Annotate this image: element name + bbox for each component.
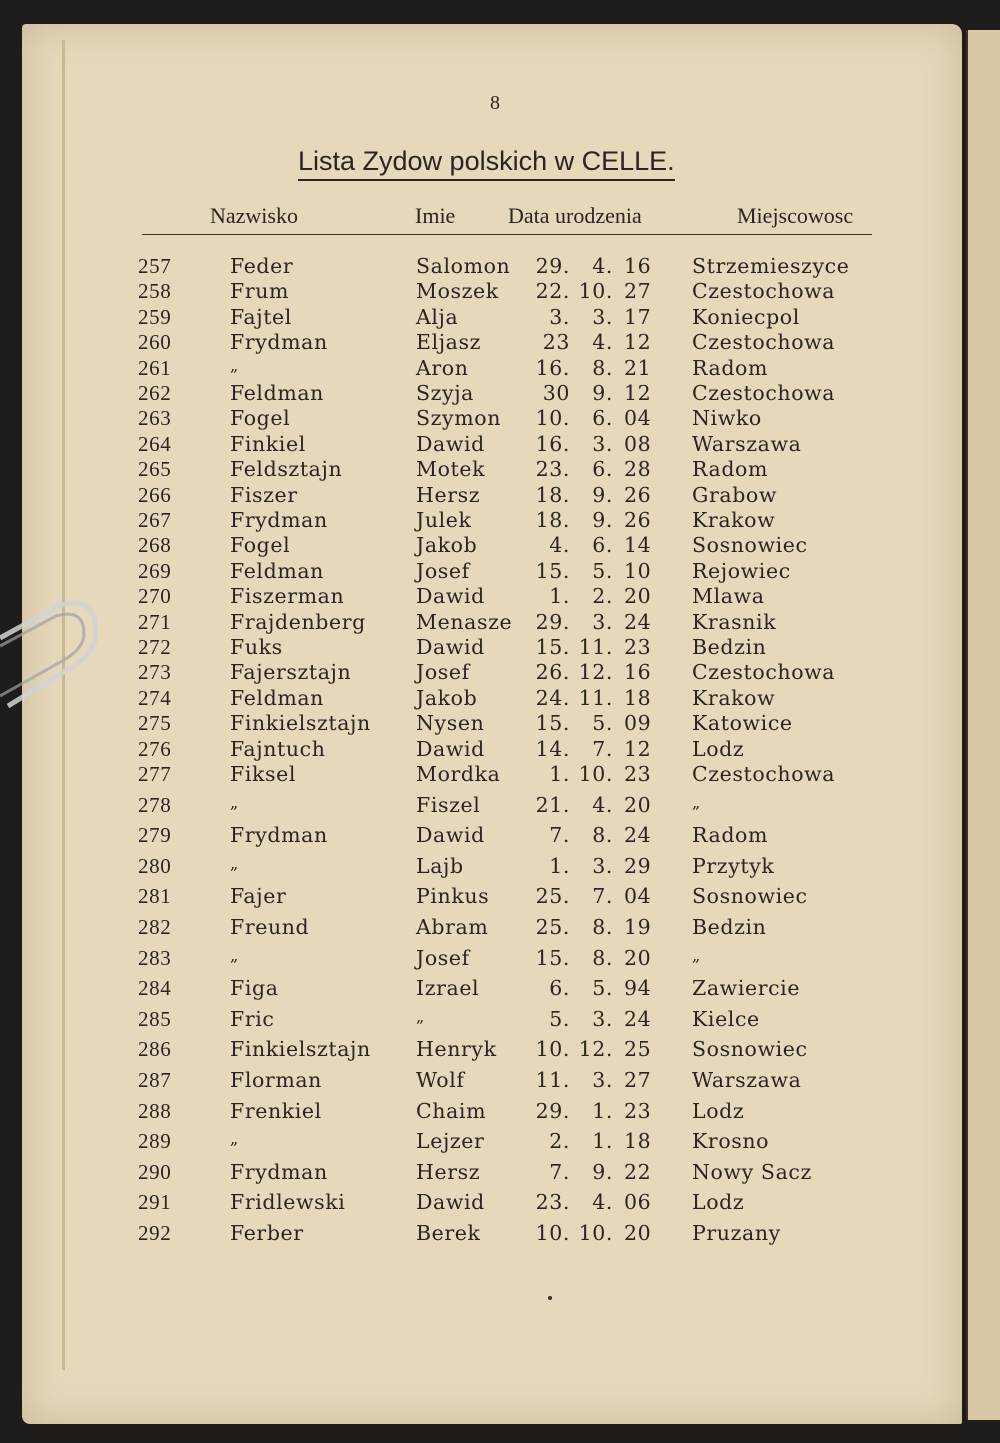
surname-cell: Finkiel: [230, 431, 306, 456]
table-row: [0, 279, 1000, 305]
birth-day-cell: 14.: [535, 736, 570, 761]
birth-year-cell: 20: [624, 584, 652, 609]
table-row: [0, 305, 1000, 331]
birth-year-cell: 16: [624, 254, 652, 278]
given-name-cell: Abram: [416, 915, 489, 939]
place-cell: Sosnowiec: [692, 884, 808, 909]
surname-cell: Figa: [230, 976, 279, 1001]
place-cell: Rejowiec: [692, 558, 791, 583]
place-cell: Przytyk: [692, 853, 775, 878]
birth-year-cell: 28: [624, 457, 652, 482]
surname-cell: Ferber: [230, 1221, 304, 1245]
birth-day-cell: 10.: [535, 406, 570, 431]
birth-year-cell: 09: [624, 711, 652, 736]
birth-day-cell: 18.: [535, 482, 570, 507]
given-name-cell: Motek: [416, 457, 486, 482]
surname-cell: „: [230, 945, 239, 965]
birth-month-cell: 5.: [592, 558, 613, 583]
place-cell: Czestochowa: [692, 762, 836, 786]
table-row: [0, 610, 1000, 636]
table-row: [0, 559, 1000, 585]
table-row: [0, 711, 1000, 737]
given-name-cell: Henryk: [416, 1037, 497, 1062]
birth-month-cell: 9.: [592, 508, 613, 532]
surname-cell: Frydman: [230, 823, 328, 848]
surname-cell: Fogel: [230, 406, 291, 431]
given-name-cell: Alja: [416, 304, 459, 329]
birth-month-cell: 6.: [592, 457, 613, 482]
birth-month-cell: 2.: [592, 584, 613, 609]
place-cell: Niwko: [692, 406, 762, 431]
birth-year-cell: 94: [624, 976, 652, 1001]
row-number: 279: [138, 823, 172, 848]
surname-cell: „: [230, 853, 239, 873]
table-row: [0, 584, 1000, 610]
surname-cell: Fric: [230, 1006, 275, 1031]
surname-cell: Frydman: [230, 330, 328, 355]
birth-month-cell: 3.: [592, 431, 613, 456]
birth-year-cell: 29: [624, 853, 652, 878]
birth-month-cell: 8.: [592, 915, 613, 939]
birth-day-cell: 25.: [535, 884, 570, 909]
birth-day-cell: 22.: [535, 279, 570, 304]
given-name-cell: Julek: [416, 508, 472, 532]
birth-year-cell: 04: [624, 406, 652, 431]
header-place: Miejscowosc: [737, 203, 854, 228]
row-number: 263: [138, 406, 172, 431]
surname-cell: Frydman: [230, 1159, 328, 1184]
table-row: [0, 406, 1000, 432]
birth-year-cell: 14: [624, 533, 652, 558]
birth-month-cell: 5.: [592, 711, 613, 736]
table-row: [0, 432, 1000, 458]
birth-year-cell: 23: [624, 762, 652, 786]
table-row: [0, 381, 1000, 407]
surname-cell: Fajersztajn: [230, 660, 352, 685]
birth-month-cell: 12.: [578, 1037, 613, 1062]
birth-day-cell: 7.: [549, 823, 570, 848]
birth-year-cell: 04: [624, 884, 652, 909]
birth-month-cell: 8.: [592, 823, 613, 848]
table-row: [0, 884, 1000, 910]
place-cell: Radom: [692, 457, 769, 482]
birth-month-cell: 8.: [592, 945, 613, 970]
place-cell: Czestochowa: [692, 279, 836, 304]
birth-month-cell: 9.: [592, 1159, 613, 1184]
surname-cell: „: [230, 1129, 239, 1149]
given-name-cell: Menasze: [416, 609, 513, 634]
birth-day-cell: 2.: [549, 1129, 570, 1154]
surname-cell: Fajtel: [230, 304, 292, 329]
birth-month-cell: 6.: [592, 406, 613, 431]
surname-cell: „: [230, 792, 239, 812]
given-name-cell: Fiszel: [416, 792, 481, 817]
surname-cell: Fridlewski: [230, 1190, 346, 1215]
birth-month-cell: 12.: [578, 660, 613, 685]
table-row: [0, 1007, 1000, 1033]
given-name-cell: Dawid: [416, 635, 485, 659]
birth-month-cell: 10.: [578, 762, 613, 786]
birth-month-cell: 4.: [592, 330, 613, 355]
birth-day-cell: 3.: [549, 304, 570, 329]
birth-day-cell: 4.: [549, 533, 570, 558]
place-cell: Czestochowa: [692, 330, 836, 355]
birth-month-cell: 4.: [592, 792, 613, 817]
birth-year-cell: 24: [624, 1006, 652, 1031]
birth-month-cell: 4.: [592, 1190, 613, 1215]
row-number: 277: [138, 762, 172, 786]
row-number: 259: [138, 304, 172, 329]
given-name-cell: Jakob: [416, 533, 478, 558]
birth-year-cell: 12: [624, 736, 652, 761]
given-name-cell: Dawid: [416, 431, 485, 456]
surname-cell: Fogel: [230, 533, 291, 558]
row-number: 281: [138, 884, 172, 909]
given-name-cell: Szyja: [416, 381, 475, 405]
surname-cell: Feder: [230, 254, 294, 278]
page-title: Lista Zydow polskich w CELLE.: [298, 146, 675, 181]
birth-month-cell: 7.: [592, 736, 613, 761]
surname-cell: „: [230, 355, 239, 375]
row-number: 285: [138, 1006, 172, 1031]
birth-year-cell: 19: [624, 915, 652, 939]
given-name-cell: Josef: [416, 660, 470, 685]
table-row: [0, 686, 1000, 712]
place-cell: Czestochowa: [692, 660, 836, 685]
birth-month-cell: 3.: [592, 853, 613, 878]
row-number: 267: [138, 508, 172, 532]
row-number: 291: [138, 1190, 172, 1215]
given-name-cell: Dawid: [416, 1190, 485, 1215]
row-number: 287: [138, 1068, 172, 1092]
table-row: [0, 356, 1000, 382]
row-number: 268: [138, 533, 172, 558]
birth-month-cell: 3.: [592, 609, 613, 634]
place-cell: Grabow: [692, 482, 778, 507]
given-name-cell: Josef: [416, 945, 470, 970]
row-number: 264: [138, 431, 172, 456]
given-name-cell: Jakob: [416, 685, 478, 710]
place-cell: „: [692, 945, 701, 965]
table-row: [0, 1221, 1000, 1247]
table-row: [0, 976, 1000, 1002]
birth-year-cell: 12: [624, 381, 652, 405]
table-row: [0, 254, 1000, 280]
birth-day-cell: 23.: [535, 457, 570, 482]
birth-month-cell: 10.: [578, 1221, 613, 1245]
surname-cell: Frajdenberg: [230, 609, 366, 634]
birth-day-cell: 25.: [535, 915, 570, 939]
place-cell: Krakow: [692, 685, 776, 710]
birth-year-cell: 18: [624, 1129, 652, 1154]
surname-cell: Feldman: [230, 685, 324, 710]
table-row: [0, 946, 1000, 972]
row-number: 265: [138, 457, 172, 482]
place-cell: Sosnowiec: [692, 1037, 808, 1062]
birth-year-cell: 23: [624, 1098, 652, 1123]
table-row: [0, 1190, 1000, 1216]
birth-year-cell: 08: [624, 431, 652, 456]
place-cell: Sosnowiec: [692, 533, 808, 558]
surname-cell: Finkielsztajn: [230, 711, 371, 736]
birth-day-cell: 18.: [535, 508, 570, 532]
given-name-cell: Hersz: [416, 1159, 481, 1184]
place-cell: Bedzin: [692, 915, 767, 939]
place-cell: Katowice: [692, 711, 793, 736]
page-number: 8: [490, 92, 500, 114]
row-number: 286: [138, 1037, 172, 1062]
table-row: [0, 793, 1000, 819]
birth-day-cell: 16.: [535, 355, 570, 380]
place-cell: „: [692, 792, 701, 812]
surname-cell: Fajntuch: [230, 736, 326, 761]
row-number: 271: [138, 609, 172, 634]
birth-month-cell: 11.: [578, 685, 613, 710]
surname-cell: Fajer: [230, 884, 287, 909]
given-name-cell: Berek: [416, 1221, 481, 1245]
birth-year-cell: 25: [624, 1037, 652, 1062]
birth-year-cell: 26: [624, 482, 652, 507]
table-row: [0, 737, 1000, 763]
given-name-cell: Chaim: [416, 1098, 487, 1123]
birth-year-cell: 22: [624, 1159, 652, 1184]
place-cell: Lodz: [692, 1190, 745, 1215]
birth-year-cell: 20: [624, 792, 652, 817]
table-row: [0, 1129, 1000, 1155]
birth-day-cell: 15.: [535, 945, 570, 970]
given-name-cell: Dawid: [416, 584, 485, 609]
surname-cell: Feldman: [230, 558, 324, 583]
row-number: 257: [138, 254, 172, 278]
place-cell: Lodz: [692, 736, 745, 761]
birth-year-cell: 23: [624, 635, 652, 659]
place-cell: Bedzin: [692, 635, 767, 659]
table-row: [0, 762, 1000, 788]
birth-month-cell: 3.: [592, 304, 613, 329]
birth-day-cell: 30: [542, 381, 570, 405]
given-name-cell: Pinkus: [416, 884, 490, 909]
table-row: [0, 1160, 1000, 1186]
birth-year-cell: 20: [624, 1221, 652, 1245]
birth-day-cell: 23.: [535, 1190, 570, 1215]
surname-cell: Fiszer: [230, 482, 298, 507]
surname-cell: Frum: [230, 279, 290, 304]
given-name-cell: Wolf: [416, 1068, 465, 1092]
birth-day-cell: 15.: [535, 635, 570, 659]
birth-month-cell: 7.: [592, 884, 613, 909]
place-cell: Koniecpol: [692, 304, 800, 329]
surname-cell: Frenkiel: [230, 1098, 322, 1123]
given-name-cell: Mordka: [416, 762, 501, 786]
table-row: [0, 1099, 1000, 1125]
birth-year-cell: 12: [624, 330, 652, 355]
header-divider: [142, 234, 872, 235]
birth-year-cell: 06: [624, 1190, 652, 1215]
place-cell: Zawiercie: [692, 976, 801, 1001]
given-name-cell: Szymon: [416, 406, 502, 431]
given-name-cell: Lajb: [416, 853, 464, 878]
birth-year-cell: 27: [624, 1068, 652, 1092]
birth-day-cell: 29.: [535, 1098, 570, 1123]
birth-day-cell: 1.: [549, 853, 570, 878]
table-row: [0, 1037, 1000, 1063]
table-row: [0, 823, 1000, 849]
birth-day-cell: 15.: [535, 558, 570, 583]
birth-month-cell: 4.: [592, 254, 613, 278]
place-cell: Warszawa: [692, 1068, 802, 1092]
place-cell: Czestochowa: [692, 381, 836, 405]
table-row: [0, 635, 1000, 661]
row-number: 278: [138, 792, 172, 817]
birth-day-cell: 26.: [535, 660, 570, 685]
birth-month-cell: 1.: [592, 1098, 613, 1123]
surname-cell: Freund: [230, 915, 310, 939]
birth-year-cell: 21: [624, 355, 652, 380]
birth-year-cell: 27: [624, 279, 652, 304]
header-birth-date: Data urodzenia: [508, 203, 642, 228]
place-cell: Kielce: [692, 1006, 760, 1031]
place-cell: Warszawa: [692, 431, 802, 456]
row-number: 261: [138, 355, 172, 380]
row-number: 290: [138, 1159, 172, 1184]
birth-year-cell: 20: [624, 945, 652, 970]
row-number: 292: [138, 1221, 172, 1245]
given-name-cell: Eljasz: [416, 330, 482, 355]
birth-day-cell: 1.: [549, 584, 570, 609]
birth-day-cell: 29.: [535, 609, 570, 634]
birth-month-cell: 10.: [578, 279, 613, 304]
row-number: 266: [138, 482, 172, 507]
birth-day-cell: 24.: [535, 685, 570, 710]
birth-day-cell: 10.: [535, 1037, 570, 1062]
birth-day-cell: 10.: [535, 1221, 570, 1245]
place-cell: Krosno: [692, 1129, 770, 1154]
row-number: 283: [138, 945, 172, 970]
header-given-name: Imie: [415, 203, 456, 228]
row-number: 288: [138, 1098, 172, 1123]
birth-day-cell: 6.: [549, 976, 570, 1001]
surname-cell: Feldman: [230, 381, 324, 405]
row-number: 273: [138, 660, 172, 685]
place-cell: Radom: [692, 823, 769, 848]
place-cell: Krakow: [692, 508, 776, 532]
surname-cell: Frydman: [230, 508, 328, 532]
given-name-cell: Moszek: [416, 279, 499, 304]
place-cell: Nowy Sacz: [692, 1159, 812, 1184]
birth-month-cell: 6.: [592, 533, 613, 558]
birth-day-cell: 23: [542, 330, 570, 355]
place-cell: Pruzany: [692, 1221, 781, 1245]
row-number: 284: [138, 976, 172, 1001]
given-name-cell: Nysen: [416, 711, 485, 736]
table-row: [0, 457, 1000, 483]
birth-year-cell: 17: [624, 304, 652, 329]
row-number: 260: [138, 330, 172, 355]
birth-year-cell: 18: [624, 685, 652, 710]
birth-day-cell: 21.: [535, 792, 570, 817]
birth-year-cell: 26: [624, 508, 652, 532]
birth-month-cell: 11.: [578, 635, 613, 659]
surname-cell: Florman: [230, 1068, 322, 1092]
birth-day-cell: 29.: [535, 254, 570, 278]
place-cell: Strzemieszyce: [692, 254, 850, 278]
surname-cell: Finkielsztajn: [230, 1037, 371, 1062]
birth-day-cell: 16.: [535, 431, 570, 456]
row-number: 282: [138, 915, 172, 939]
table-row: [0, 330, 1000, 356]
row-number: 276: [138, 736, 172, 761]
birth-day-cell: 7.: [549, 1159, 570, 1184]
birth-year-cell: 16: [624, 660, 652, 685]
given-name-cell: Aron: [416, 355, 469, 380]
surname-cell: Fiszerman: [230, 584, 345, 609]
given-name-cell: Dawid: [416, 823, 485, 848]
birth-year-cell: 10: [624, 558, 652, 583]
birth-month-cell: 5.: [592, 976, 613, 1001]
birth-month-cell: 9.: [592, 381, 613, 405]
place-cell: Lodz: [692, 1098, 745, 1123]
row-number: 280: [138, 853, 172, 878]
row-number: 275: [138, 711, 172, 736]
birth-month-cell: 3.: [592, 1068, 613, 1092]
birth-day-cell: 15.: [535, 711, 570, 736]
row-number: 269: [138, 558, 172, 583]
birth-month-cell: 8.: [592, 355, 613, 380]
given-name-cell: Josef: [416, 558, 470, 583]
table-row: [0, 508, 1000, 534]
table-row: [0, 533, 1000, 559]
row-number: 274: [138, 685, 172, 710]
birth-day-cell: 5.: [549, 1006, 570, 1031]
ink-speck: [548, 1296, 552, 1300]
row-number: 272: [138, 635, 172, 659]
place-cell: Radom: [692, 355, 769, 380]
row-number: 262: [138, 381, 172, 405]
given-name-cell: Dawid: [416, 736, 485, 761]
given-name-cell: Salomon: [416, 254, 511, 278]
surname-cell: Feldsztajn: [230, 457, 343, 482]
table-row: [0, 660, 1000, 686]
row-number: 258: [138, 279, 172, 304]
birth-month-cell: 9.: [592, 482, 613, 507]
birth-month-cell: 3.: [592, 1006, 613, 1031]
birth-month-cell: 1.: [592, 1129, 613, 1154]
surname-cell: Fuks: [230, 635, 283, 659]
birth-day-cell: 11.: [535, 1068, 570, 1092]
birth-year-cell: 24: [624, 823, 652, 848]
birth-day-cell: 1.: [549, 762, 570, 786]
given-name-cell: „: [416, 1006, 425, 1026]
table-row: [0, 915, 1000, 941]
table-row: [0, 854, 1000, 880]
given-name-cell: Lejzer: [416, 1129, 485, 1154]
table-row: [0, 1068, 1000, 1094]
header-surname: Nazwisko: [210, 203, 298, 228]
place-cell: Mlawa: [692, 584, 765, 609]
table-row: [0, 483, 1000, 509]
place-cell: Krasnik: [692, 609, 777, 634]
birth-year-cell: 24: [624, 609, 652, 634]
row-number: 289: [138, 1129, 172, 1154]
surname-cell: Fiksel: [230, 762, 297, 786]
given-name-cell: Izrael: [416, 976, 480, 1001]
given-name-cell: Hersz: [416, 482, 481, 507]
row-number: 270: [138, 584, 172, 609]
